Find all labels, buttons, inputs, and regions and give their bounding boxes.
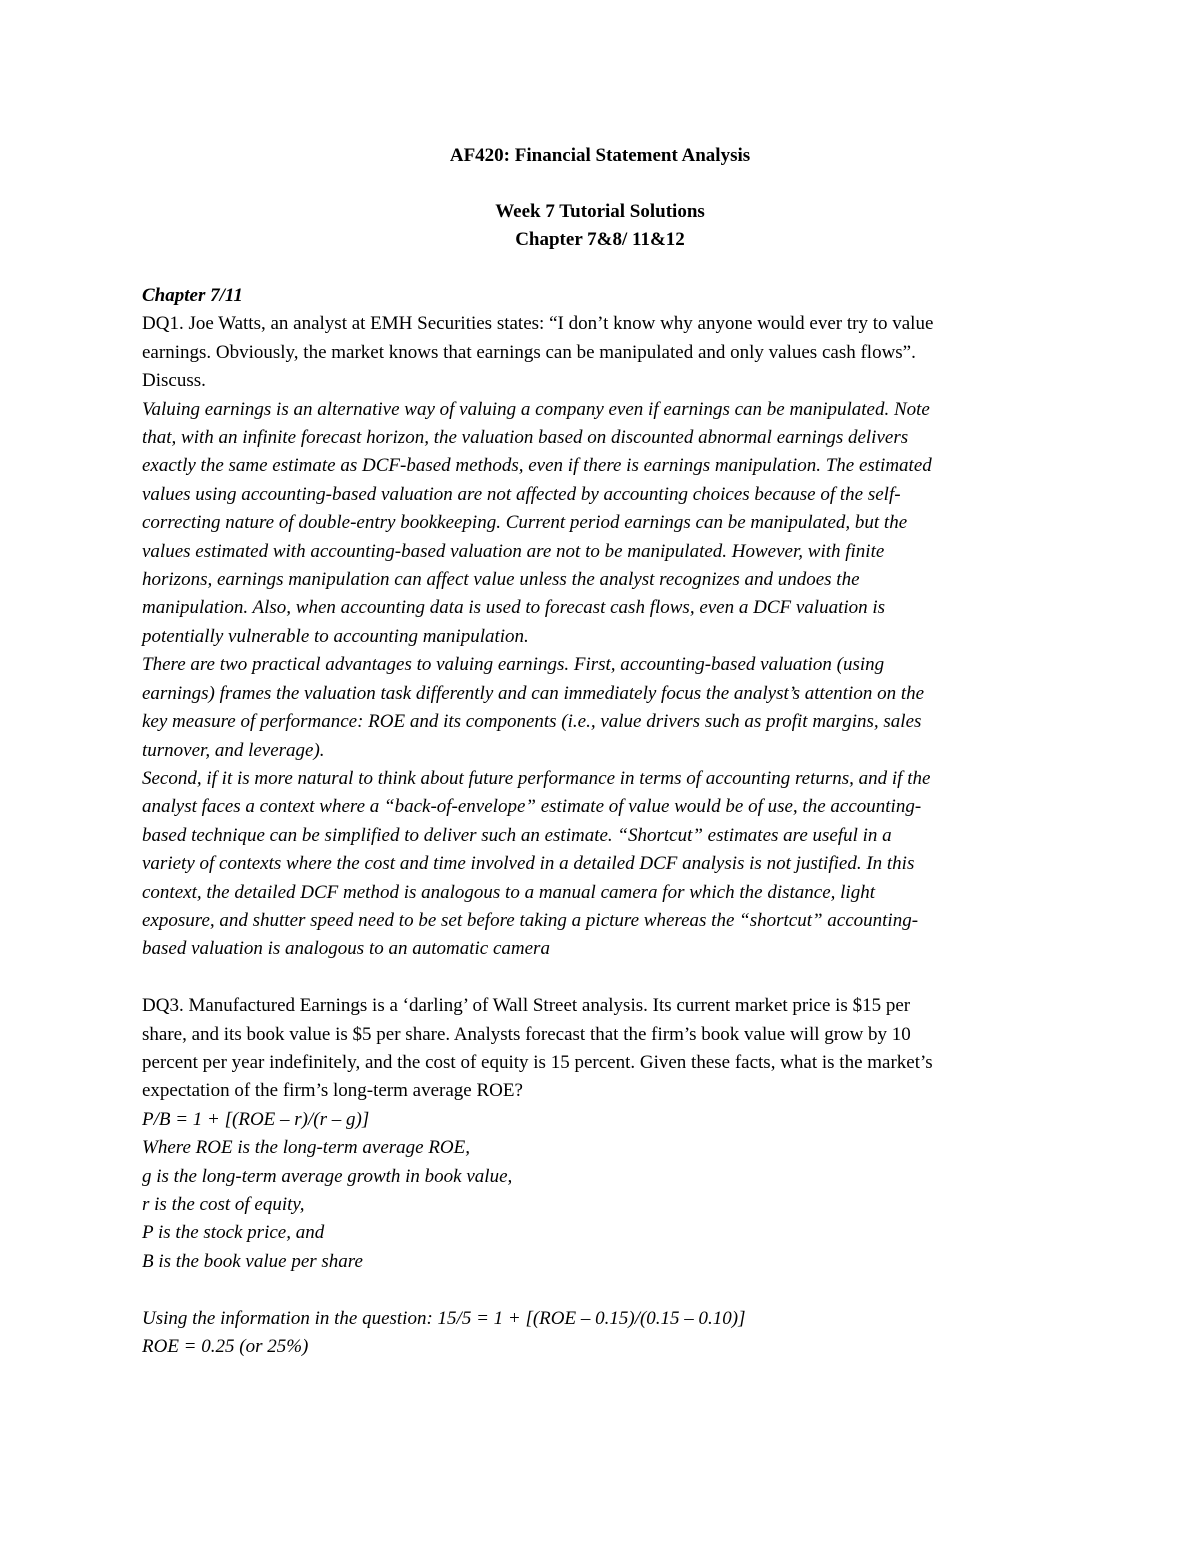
solution-line: ROE = 0.25 (or 25%) <box>142 1336 309 1357</box>
answer-line: manipulation. Also, when accounting data is used to forecast cash flows, even a DCF valuation is <box>142 597 886 619</box>
answer-line: There are two practical advantages to valuing earnings. First, accounting-based valuation (using <box>142 654 885 676</box>
formula-line: P is the stock price, and <box>142 1222 325 1244</box>
dq1-answer-paragraph-3 <box>142 765 1062 964</box>
document-body <box>142 282 1062 1361</box>
answer-line: context, the detailed DCF method is analogous to a manual camera for which the distance, light <box>142 881 875 903</box>
question-line: Discuss. <box>142 370 206 392</box>
answer-line: Valuing earnings is an alternative way of valuing a company even if earnings can be manipulated. Note <box>142 398 930 420</box>
answer-line: analyst faces a context where a “back-of-envelope” estimate of value would be of use, the accounting- <box>142 796 922 818</box>
answer-line: values using accounting-based valuation are not affected by accounting choices because of the self- <box>142 483 901 505</box>
answer-line: earnings) frames the valuation task differently and can immediately focus the analyst’s attention on the <box>142 682 925 704</box>
document-subtitle-chapters: Chapter 7&8/ 11&12 <box>515 229 685 250</box>
formula-line: B is the book value per share <box>142 1250 363 1272</box>
formula-line: Where ROE is the long-term average ROE, <box>142 1137 471 1159</box>
document-title: AF420: Financial Statement Analysis <box>449 145 751 166</box>
answer-line: turnover, and leverage). <box>142 739 325 761</box>
formula-line: r is the cost of equity, <box>142 1193 305 1215</box>
answer-line: exactly the same estimate as DCF-based methods, even if there is earnings manipulation. The estimated <box>142 455 932 477</box>
answer-line: potentially vulnerable to accounting manipulation. <box>142 625 529 647</box>
formula-line: g is the long-term average growth in book value, <box>142 1165 513 1187</box>
document-subtitle-week: Week 7 Tutorial Solutions <box>495 201 705 222</box>
answer-line: values estimated with accounting-based valuation are not to be manipulated. However, with finite <box>142 540 885 562</box>
dq1-answer-paragraph-2 <box>142 651 1062 765</box>
answer-line: key measure of performance: ROE and its components (i.e., value drivers such as profit margins, sales <box>142 711 922 733</box>
formula-line: P/B = 1 + [(ROE – r)/(r – g)] <box>142 1108 370 1130</box>
dq3-solution <box>142 1305 1062 1362</box>
answer-line: Second, if it is more natural to think about future performance in terms of accounting returns, and if the <box>142 767 931 789</box>
dq3-question <box>142 992 1062 1106</box>
answer-line: exposure, and shutter speed need to be set before taking a picture whereas the “shortcut” accounting- <box>142 909 919 931</box>
dq1-answer-paragraph-1 <box>142 396 1062 652</box>
document-header <box>0 142 1200 254</box>
answer-line: based valuation is analogous to an automatic camera <box>142 938 550 960</box>
question-line: earnings. Obviously, the market knows that earnings can be manipulated and only values cash flows”. <box>142 341 916 363</box>
question-line: DQ1. Joe Watts, an analyst at EMH Securities states: “I don’t know why anyone would ever try to value <box>142 313 934 335</box>
section-heading: Chapter 7/11 <box>142 285 243 306</box>
question-line: DQ3. Manufactured Earnings is a ‘darling’ of Wall Street analysis. Its current market price is $15 per <box>142 995 911 1017</box>
answer-line: based technique can be simplified to deliver such an estimate. “Shortcut” estimates are useful in a <box>142 824 892 846</box>
solution-line: Using the information in the question: 15/5 = 1 + [(ROE – 0.15)/(0.15 – 0.10)] <box>142 1307 746 1329</box>
question-line: percent per year indefinitely, and the cost of equity is 15 percent. Given these facts, what is the market’s <box>142 1051 933 1073</box>
answer-line: that, with an infinite forecast horizon, the valuation based on discounted abnormal earnings delivers <box>142 427 909 449</box>
question-line: share, and its book value is $5 per share. Analysts forecast that the firm’s book value will grow by 10 <box>142 1023 911 1045</box>
question-line: expectation of the firm’s long-term average ROE? <box>142 1080 523 1102</box>
answer-line: variety of contexts where the cost and time involved in a detailed DCF analysis is not justified. In this <box>142 853 915 875</box>
dq3-formula-block <box>142 1106 1062 1276</box>
answer-line: correcting nature of double-entry bookkeeping. Current period earnings can be manipulated, but the <box>142 512 908 534</box>
dq1-question <box>142 310 1062 395</box>
answer-line: horizons, earnings manipulation can affect value unless the analyst recognizes and undoes the <box>142 569 860 591</box>
